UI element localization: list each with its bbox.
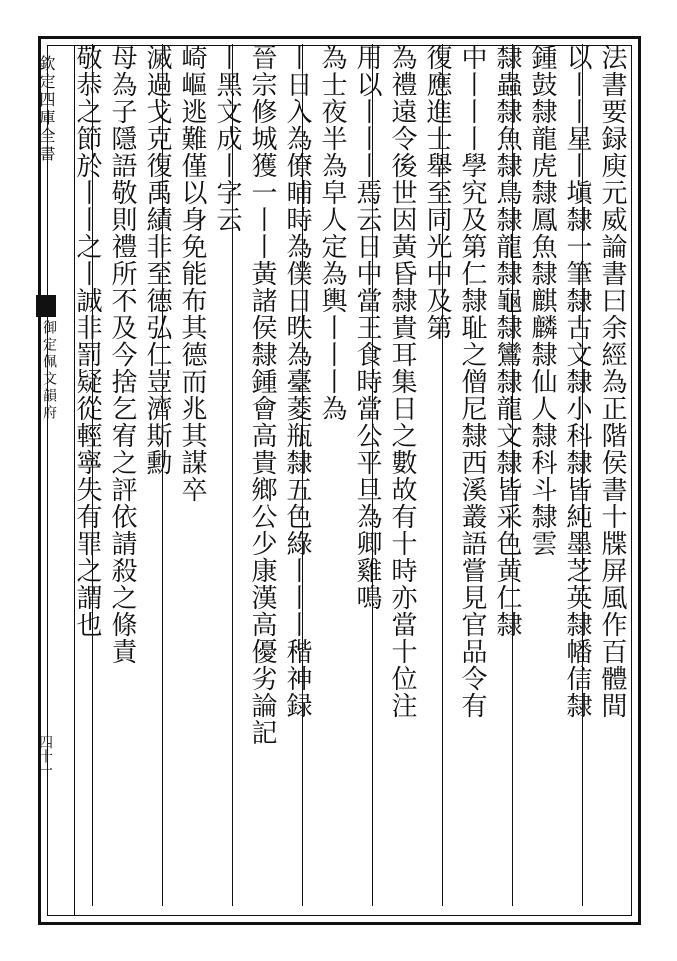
text-column-4: 隸蟲隸魚隸鳥隸龍隸龜隸鸞隸龍文隸皆采色黄仁隸 — [492, 44, 522, 638]
text-column-14: 滅過戈克復禹績非至德弘仁豈濟斯勳 — [142, 44, 172, 476]
book-title: 欽定四庫全書 — [37, 55, 56, 163]
text-column-11: 晉宗修城獲一丨丨黃諸侯隸鍾會高貴鄉公少康漢高優劣論記 — [247, 44, 277, 746]
volume-title: 御定佩文韻府 — [41, 320, 57, 422]
text-column-9: 為士夜半為皁人定為輿丨丨丨為 — [317, 44, 347, 422]
text-column-12: 丨黑文成丨字云 — [212, 44, 242, 233]
text-column-10: 丨日入為僚晡時為僕日昳為臺菱瓶隸五色綠丨丨丨稭神録 — [282, 44, 312, 719]
text-column-1: 法書要録庾元威論書曰余經為正階侯書十牒屏風作百體間 — [597, 44, 627, 719]
text-column-13: 崎嶇逃難僅以身免能布其德而兆其謀卒 — [177, 44, 207, 503]
text-column-7: 為禮遠令後世因黃昏隸貴耳集日之數故有十時亦當十位注 — [387, 44, 417, 719]
text-column-5: 中丨丨丨學究及第仁隸耻之僧尼隸西溪叢語嘗見官品令有 — [457, 44, 487, 719]
fish-tail-mark — [36, 295, 56, 317]
text-column-8: 用以丨丨丨焉云日中當王食時當公平旦為卿雞鳴 — [352, 44, 382, 611]
text-column-2: 以丨丨星丨塡隸一筆隸古文隸小科隸皆純墨芝英隸幡信隸 — [562, 44, 592, 719]
text-column-6: 復應進士舉至同光中及第 — [422, 44, 452, 341]
page-number: 四十一 — [37, 735, 53, 777]
text-column-16: 敬恭之節於丨丨之丨誠非罰疑從輕寧失有罪之謂也 — [72, 44, 102, 638]
text-column-15: 母為子隱語敬則禮所不及今捨乞宥之評依請殺之條責 — [107, 44, 137, 665]
text-column-3: 鍾鼓隸龍虎隸鳳魚隸麒麟隸仙人隸科斗隸雲 — [527, 44, 557, 557]
